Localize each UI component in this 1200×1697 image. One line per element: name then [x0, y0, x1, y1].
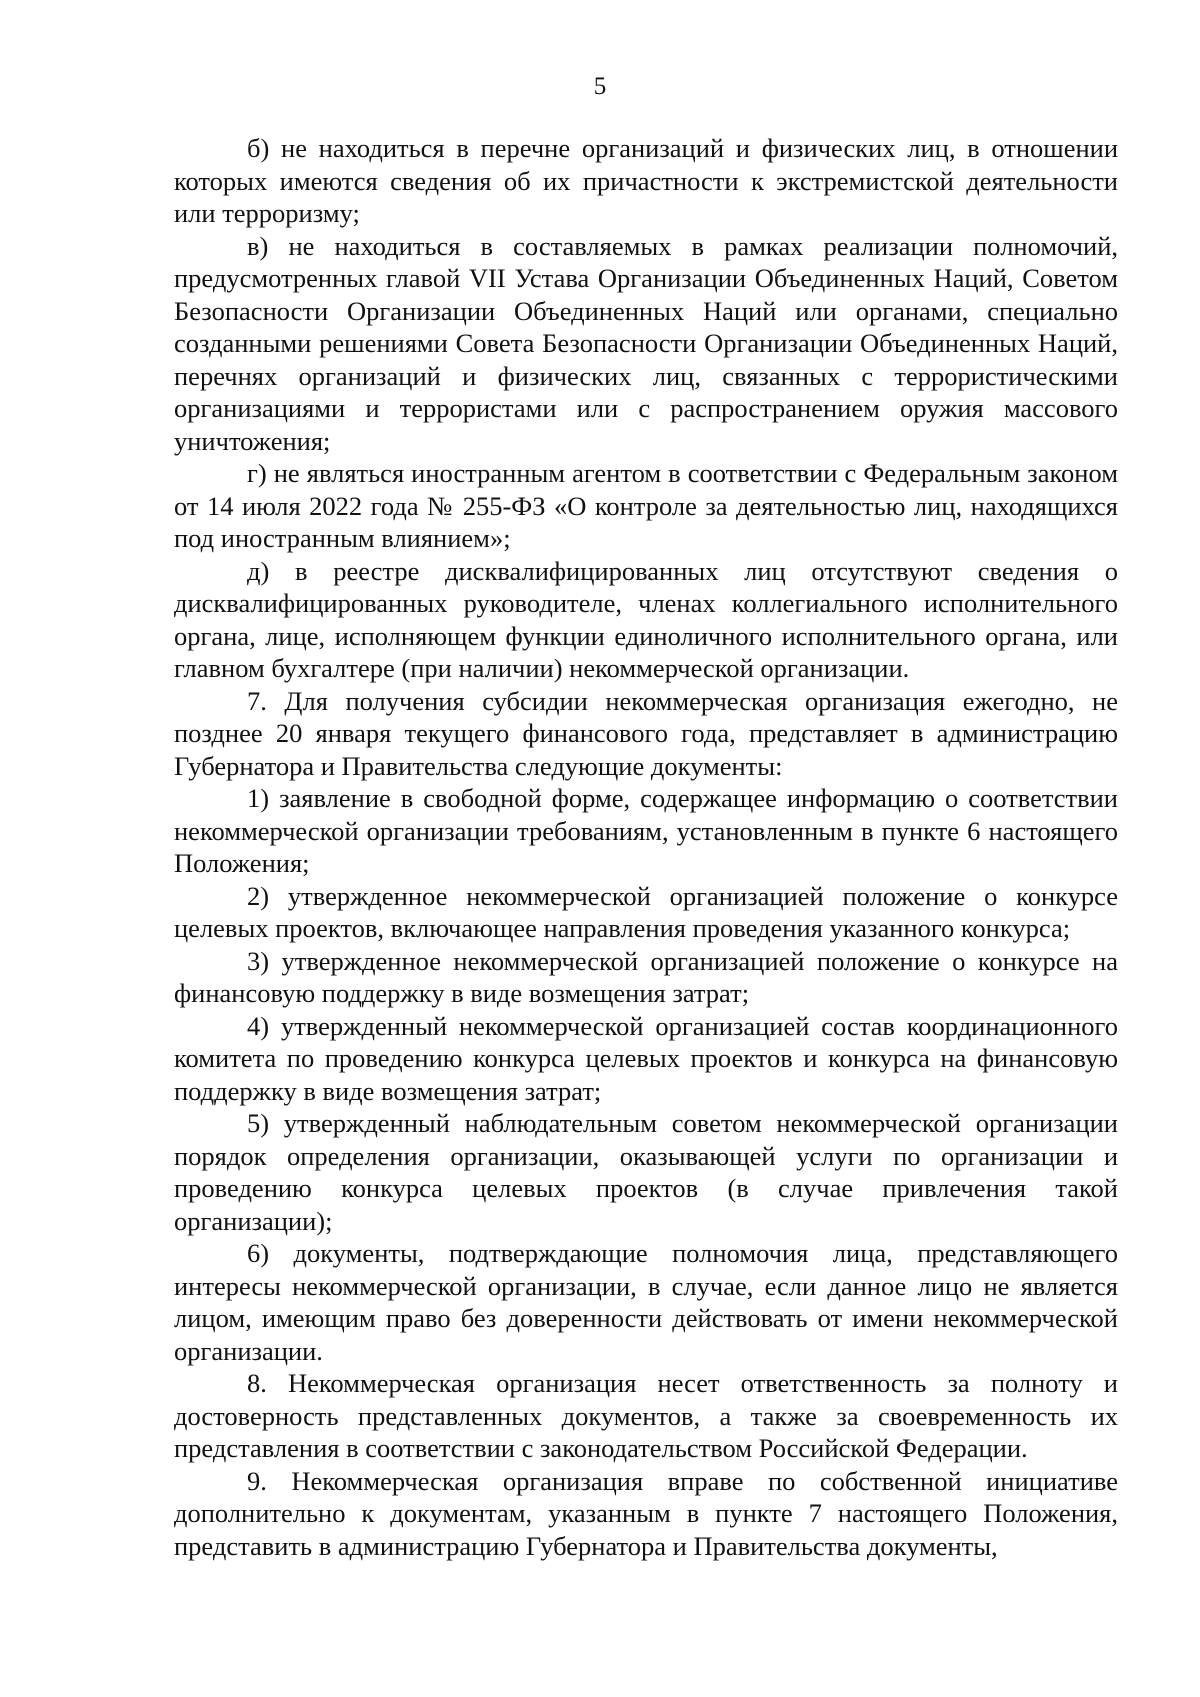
- paragraph-d: д) в реестре дисквалифицированных лиц отсутствуют сведения о дисквалифицированных руководителе, членах коллегиального исполнительного органа, лице, исполняющем функции единоличного исполнительного органа, или главном бухгалтере (при наличии) некоммерческой организации.: [174, 555, 1118, 683]
- paragraph-7-1: 1) заявление в свободной форме, содержащее информацию о соответствии некоммерческой организации требованиям, установленным в пункте 6 настоящего Положения;: [174, 783, 1118, 878]
- page-number: 5: [593, 73, 607, 100]
- paragraph-item-9: 9. Некоммерческая организация вправе по собственной инициативе дополнительно к документам, указанным в пункте 7 настоящего Положения, представить в администрацию Губернатора и Правительства документы,: [174, 1465, 1118, 1561]
- paragraph-v: в) не находиться в составляемых в рамках реализации полномочий, предусмотренных главой VII Устава Организации Объединенных Наций, Советом Безопасности Организации Объединенных Наций или органами, специально созданными решениями Совета Безопасности Организации Объединенных Наций, перечнях организаций и физических лиц, связанных с террористическими организациями и террористами или с распространением оружия массового уничтожения;: [174, 230, 1118, 456]
- document-body: [174, 132, 1118, 1562]
- paragraph-7-6: 6) документы, подтверждающие полномочия лица, представляющего интересы некоммерческой организации, в случае, если данное лицо не является лицом, имеющим право без доверенности действовать от имени некоммерческой организации.: [174, 1238, 1118, 1366]
- paragraph-7-3: 3) утвержденное некоммерческой организацией положение о конкурсе на финансовую поддержку в виде возмещения затрат;: [174, 945, 1118, 1008]
- paragraph-item-7: 7. Для получения субсидии некоммерческая организация ежегодно, не позднее 20 января текущего финансового года, представляет в администрацию Губернатора и Правительства следующие документы:: [174, 685, 1118, 781]
- paragraph-7-4: 4) утвержденный некоммерческой организацией состав координационного комитета по проведению конкурса целевых проектов и конкурса на финансовую поддержку в виде возмещения затрат;: [174, 1010, 1118, 1106]
- paragraph-b: б) не находиться в перечне организаций и физических лиц, в отношении которых имеются сведения об их причастности к экстремистской деятельности или терроризму;: [174, 133, 1118, 228]
- paragraph-item-8: 8. Некоммерческая организация несет ответственность за полноту и достоверность представленных документов, а также за своевременность их представления в соответствии с законодательством Российской Федерации.: [174, 1368, 1118, 1463]
- paragraph-g: г) не являться иностранным агентом в соответствии с Федеральным законом от 14 июля 2022 года № 255-ФЗ «О контроле за деятельностью лиц, находящихся под иностранным влиянием»;: [174, 458, 1118, 553]
- paragraph-7-5: 5) утвержденный наблюдательным советом некоммерческой организации порядок определения организации, оказывающей услуги по организации и проведению конкурса целевых проектов (в случае привлечения такой организации);: [174, 1108, 1118, 1236]
- paragraph-7-2: 2) утвержденное некоммерческой организацией положение о конкурсе целевых проектов, включающее направления проведения указанного конкурса;: [174, 880, 1118, 943]
